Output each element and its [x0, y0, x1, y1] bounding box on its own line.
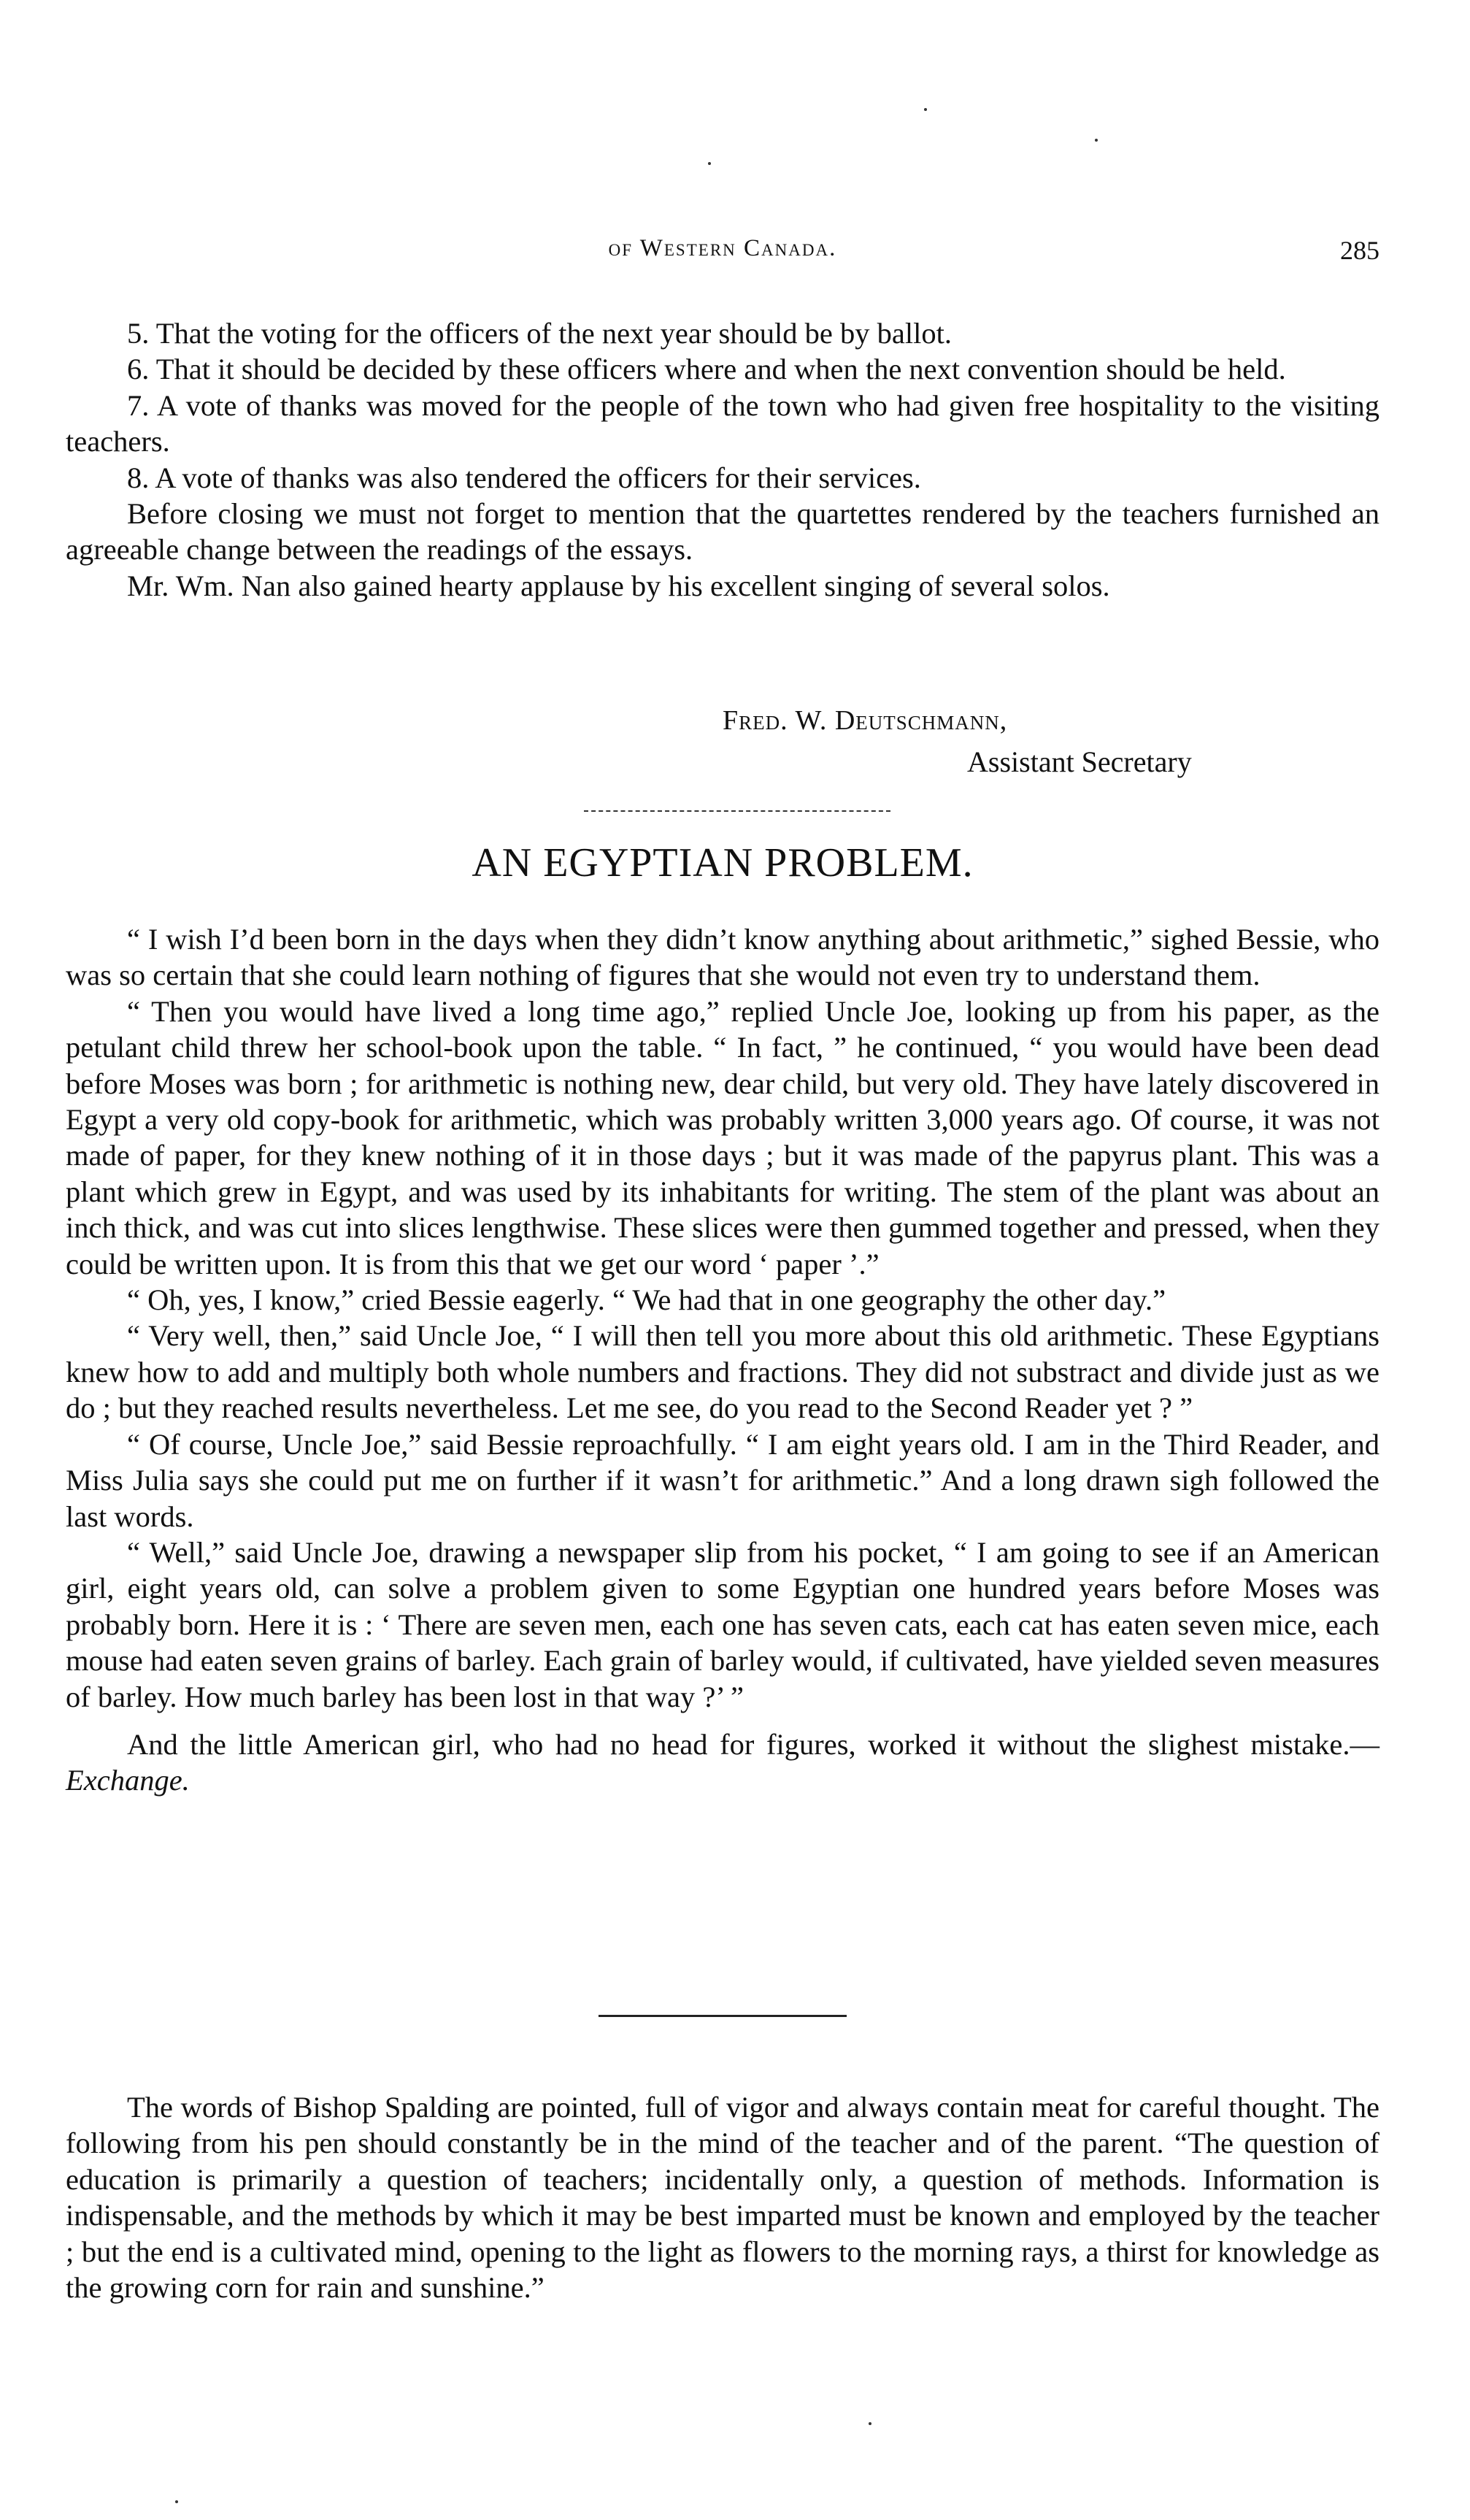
- print-speck: [869, 2422, 871, 2425]
- convention-resolutions: [66, 315, 1379, 604]
- section-divider: [584, 810, 890, 812]
- resolution-item: 7. A vote of thanks was moved for the people of the town who had given free hospitality to the visiting teachers.: [66, 388, 1379, 458]
- article-paragraph: “ Very well, then,” said Uncle Joe, “ I will then tell you more about this old arithmetic. These Egyptians knew how to add and multiply both whole numbers and fractions. They did not substract and divide just as we do ; but they reached results nevertheless. Let me see, do you read to the Second Reader yet ? ”: [66, 1319, 1379, 1425]
- signature-name: Fred. W. Deutschmann,: [723, 705, 1008, 736]
- page-number: 285: [1340, 236, 1379, 265]
- article-source: Exchange.: [66, 1764, 190, 1797]
- closing-paragraph: Mr. Wm. Nan also gained hearty applause by his excellent singing of several solos.: [127, 569, 1110, 602]
- article-closing-text: And the little American girl, who had no head for figures, worked it without the slighest mistake.—: [127, 1727, 1379, 1761]
- spalding-quote-section: [66, 2089, 1379, 2305]
- spalding-paragraph: The words of Bishop Spalding are pointed, full of vigor and always contain meat for careful thought. The following from his pen should constantly be in the mind of the teacher and of the parent. “The question of education is primarily a question of teachers; incidentally only, a question of methods. Information is indispensable, and the methods by which it may be best imparted must be known and employed by the teacher ; but the end is a cultivated mind, opening to the light as flowers to the morning rays, a thirst for knowledge as the growing corn for rain and sunshine.”: [66, 2091, 1379, 2305]
- resolution-item: 8. A vote of thanks was also tendered the officers for their services.: [127, 461, 921, 494]
- print-speck: [175, 2500, 178, 2503]
- closing-paragraph: Before closing we must not forget to mention that the quartettes rendered by the teachers furnished an agreeable change between the readings of the essays.: [66, 497, 1379, 566]
- resolution-item: 5. That the voting for the officers of the next year should be by ballot.: [127, 317, 952, 350]
- article-body: [66, 921, 1379, 1799]
- running-head: of Western Canada.: [608, 235, 837, 261]
- document-page: [66, 0, 1379, 2520]
- article-paragraph: “ Then you would have lived a long time ago,” replied Uncle Joe, looking up from his paper, as the petulant child threw her school-book upon the table. “ In fact, ” he continued, “ you would have been dead before Moses was born ; for arithmetic is nothing new, dear child, but very old. They have lately discovered in Egypt a very old copy-book for arithmetic, which was probably written 3,000 years ago. Of course, it was not made of paper, for they knew nothing of it in those days ; but it was made of the papyrus plant. This was a plant which grew in Egypt, and was used by its inhabitants for writing. The stem of the plant was about an inch thick, and was cut into slices lengthwise. These slices were then gummed together and pressed, when they could be written upon. It is from this that we get our word ‘ paper ’.”: [66, 994, 1379, 1280]
- article-paragraph: “ Well,” said Uncle Joe, drawing a newspaper slip from his pocket, “ I am going to see if an American girl, eight years old, can solve a problem given to some Egyptian one hundred years before Moses was probably born. Here it is : ‘ There are seven men, each one has seven cats, each cat has eaten seven mice, each mouse had eaten seven grains of barley. Each grain of barley would, if cultivated, have yielded seven measures of barley. How much barley has been lost in that way ?’ ”: [66, 1535, 1379, 1713]
- print-speck: [924, 108, 927, 111]
- page-header: [66, 235, 1379, 272]
- article-title: AN EGYPTIAN PROBLEM.: [472, 840, 974, 886]
- article-paragraph: “ Oh, yes, I know,” cried Bessie eagerly. “ We had that in one geography the other day.”: [127, 1283, 1166, 1317]
- print-speck: [708, 162, 711, 165]
- article-paragraph: “ I wish I’d been born in the days when they didn’t know anything about arithmetic,” sighed Bessie, who was so certain that she could learn nothing of figures that she would not even try to understand them.: [66, 923, 1379, 992]
- print-speck: [1095, 139, 1098, 142]
- signature-title: Assistant Secretary: [967, 745, 1192, 778]
- article-closing-paragraph: [66, 1726, 1379, 1799]
- section-rule: [599, 2015, 847, 2017]
- article-paragraph: “ Of course, Uncle Joe,” said Bessie reproachfully. “ I am eight years old. I am in the Third Reader, and Miss Julia says she could put me on further if it wasn’t for arithmetic.” And a long drawn sigh followed the last words.: [66, 1427, 1379, 1533]
- resolution-item: 6. That it should be decided by these officers where and when the next convention should be held.: [127, 353, 1286, 386]
